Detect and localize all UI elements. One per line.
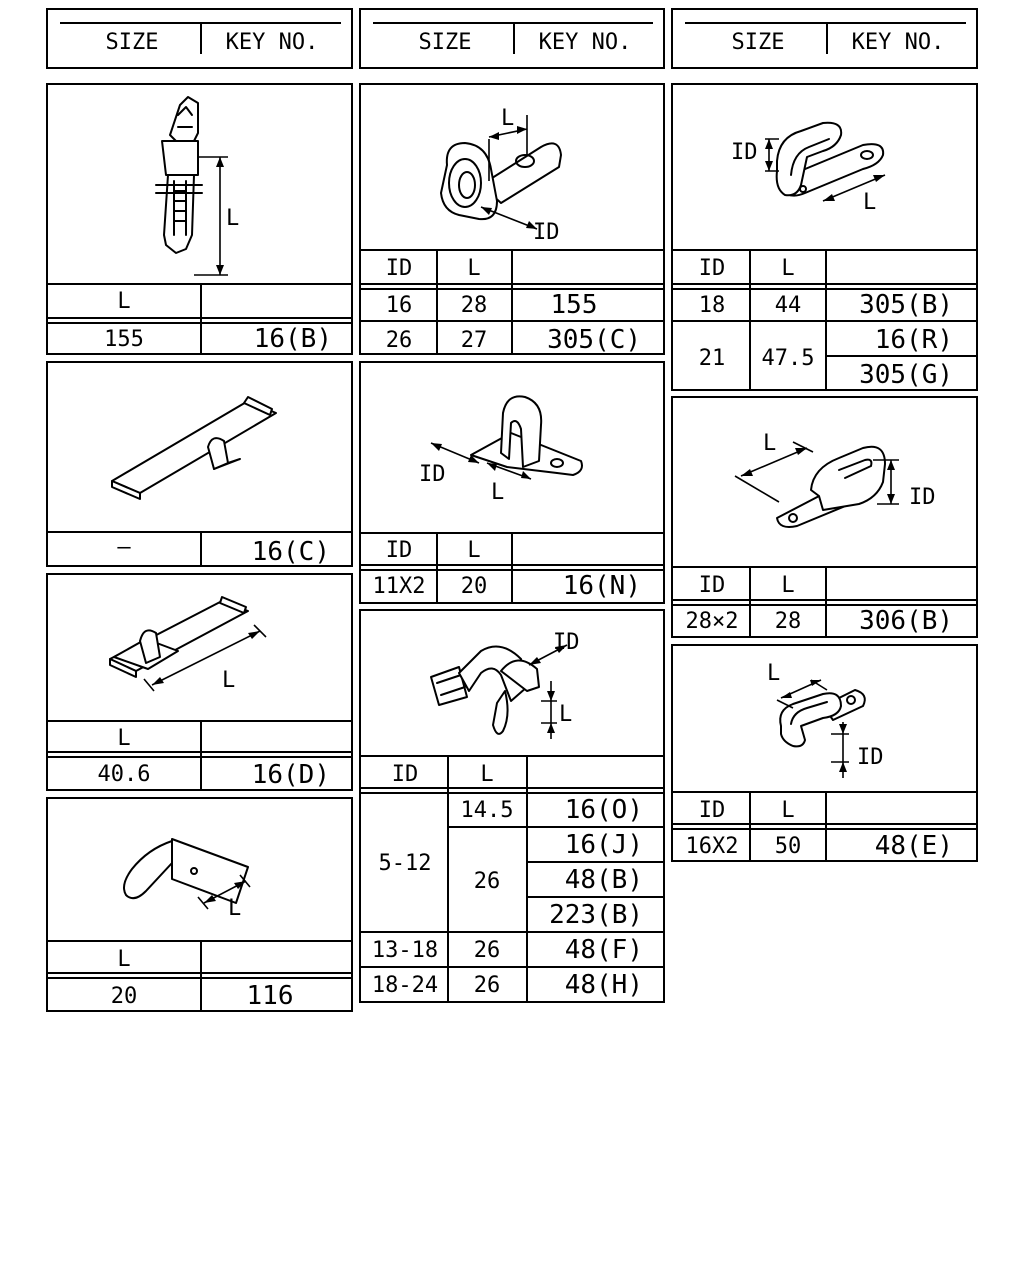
part-panel-flat-bracket — [46, 361, 353, 567]
header-box-2 — [359, 8, 665, 69]
dim-label-id: ID — [533, 220, 560, 245]
key-no-value: 48(F) — [564, 935, 643, 965]
size-header: SIZE — [105, 30, 159, 55]
slot-clip-drawing — [673, 85, 980, 255]
cell-l: 28 — [460, 293, 488, 318]
dim-label-l: L — [863, 190, 877, 215]
dim-label-l: L — [767, 661, 781, 686]
part-panel-loop-clamp-26 — [359, 83, 665, 355]
cell-id: 16 — [385, 293, 413, 318]
col-header-id: ID — [698, 798, 726, 823]
key-no-header: KEY NO. — [538, 30, 632, 55]
part-panel-slot-clip — [671, 83, 978, 391]
col-header-id: ID — [698, 256, 726, 281]
part-panel-double-clamp — [671, 396, 978, 638]
dim-label-l: L — [501, 106, 515, 131]
dim-label-l: L — [222, 668, 236, 693]
part-panel-bolt-clamp — [359, 609, 665, 1003]
header-box-3 — [671, 8, 978, 69]
key-no-header: KEY NO. — [851, 30, 945, 55]
key-no-value: 16(O) — [564, 795, 643, 825]
size-header: SIZE — [731, 30, 785, 55]
loop-clamp-drawing — [361, 85, 667, 255]
cell-id: 26 — [385, 328, 413, 353]
dim-label-l: L — [226, 206, 240, 231]
key-no-value: 16(R) — [874, 325, 953, 355]
cell-l: 44 — [774, 293, 802, 318]
cell-l: 50 — [774, 834, 802, 859]
bolt-clamp-drawing — [361, 611, 667, 761]
key-no-value: 16(C) — [251, 537, 330, 567]
cell-l: 14.5 — [460, 798, 514, 823]
dim-label-id: ID — [909, 485, 936, 510]
size-header: SIZE — [418, 30, 472, 55]
dim-label-l: L — [491, 480, 505, 505]
dim-label-id: ID — [419, 462, 446, 487]
twin-clamp-drawing — [673, 646, 980, 796]
cell-id: 11X2 — [372, 574, 426, 599]
part-panel-spring-clip — [46, 797, 353, 1012]
key-no-value: 16(B) — [253, 324, 332, 354]
cell-l: 47.5 — [761, 346, 815, 371]
dim-label-id: ID — [731, 140, 758, 165]
col-header-l: L — [117, 289, 131, 314]
part-panel-push-rivet — [46, 83, 353, 355]
key-no-value: 16(J) — [564, 830, 643, 860]
dim-label-l: L — [228, 896, 242, 921]
col-header-id: ID — [385, 538, 413, 563]
key-no-value: 48(E) — [874, 831, 953, 861]
key-no-value: 223(B) — [549, 900, 643, 930]
double-clamp-drawing — [673, 398, 980, 568]
col-header-id: ID — [385, 256, 413, 281]
cell-l: 26 — [473, 938, 501, 963]
cell-l: 28 — [774, 609, 802, 634]
cell-size: — — [117, 535, 131, 560]
cell-l: 20 — [460, 574, 488, 599]
col-header-l: L — [467, 538, 481, 563]
cell-id: 18 — [698, 293, 726, 318]
dim-label-id: ID — [857, 745, 884, 770]
p-clamp-drawing — [361, 363, 667, 533]
cell-id: 13-18 — [371, 938, 439, 963]
key-no-value: 306(B) — [859, 606, 953, 636]
cell-id: 16X2 — [685, 834, 739, 859]
key-no-value: 305(B) — [859, 290, 953, 320]
part-panel-twin-clamp — [671, 644, 978, 862]
dim-label-l: L — [559, 702, 573, 727]
col-header-id: ID — [391, 762, 419, 787]
cell-id: 21 — [698, 346, 726, 371]
header-box-1 — [46, 8, 353, 69]
spring-clip-drawing — [48, 799, 355, 944]
key-no-value: 16(D) — [251, 760, 330, 790]
key-no-value: 116 — [246, 981, 294, 1011]
push-rivet-drawing — [48, 85, 355, 285]
cell-l: 27 — [460, 328, 488, 353]
cell-l: 155 — [104, 327, 144, 352]
key-no-value: 305(C) — [547, 325, 641, 355]
col-header-l: L — [781, 798, 795, 823]
dim-label-l: L — [763, 431, 777, 456]
cell-l: 26 — [473, 973, 501, 998]
part-panel-p-clamp — [359, 361, 665, 604]
key-no-value: 155 — [550, 290, 598, 320]
col-header-l: L — [781, 573, 795, 598]
cell-id: 18-24 — [371, 973, 439, 998]
col-header-l: L — [117, 726, 131, 751]
key-no-value: 48(B) — [564, 865, 643, 895]
part-panel-flat-clip — [46, 573, 353, 791]
flat-clip-drawing — [48, 575, 355, 725]
col-header-id: ID — [698, 573, 726, 598]
key-no-value: 16(N) — [562, 571, 641, 601]
key-no-value: 48(H) — [564, 970, 643, 1000]
key-no-value: 305(G) — [859, 360, 953, 390]
cell-id: 5-12 — [378, 851, 432, 876]
cell-id: 28×2 — [685, 609, 739, 634]
cell-l: 26 — [473, 869, 501, 894]
col-header-l: L — [781, 256, 795, 281]
col-header-l: L — [117, 947, 131, 972]
key-no-header: KEY NO. — [225, 30, 319, 55]
dim-label-id: ID — [553, 630, 580, 655]
cell-l: 20 — [110, 984, 138, 1009]
col-header-l: L — [467, 256, 481, 281]
col-header-l: L — [480, 762, 494, 787]
cell-l: 40.6 — [97, 762, 151, 787]
flat-bracket-drawing — [48, 363, 355, 533]
